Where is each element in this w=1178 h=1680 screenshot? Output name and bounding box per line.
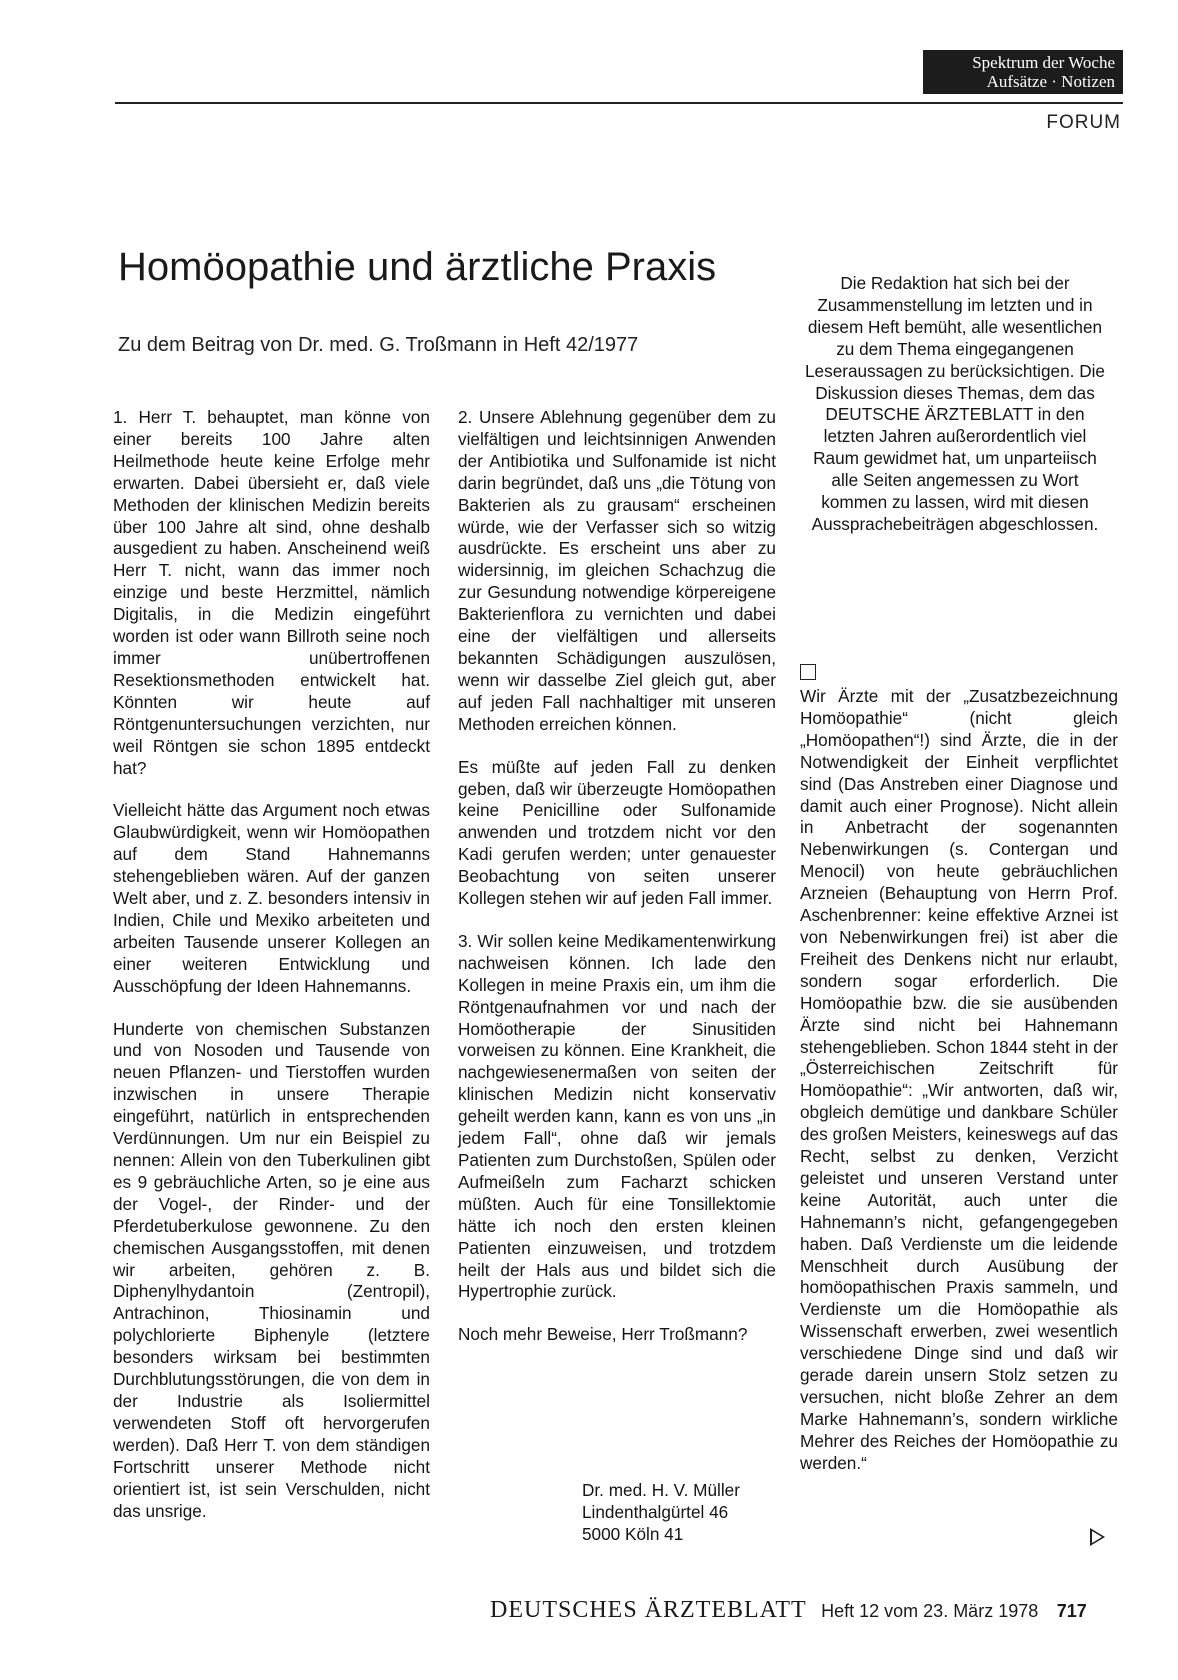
header-rule bbox=[115, 102, 1123, 104]
paragraph: 2. Unsere Ablehnung gegenüber dem zu vielfältigen und leichtsinnigen Anwenden der Antibiotika und Sulfonamide ist nicht darin begründet, daß uns „die Tötung von Bakterien als zu grausam“ erscheinen würde, wie der Verfasser sich so witzig ausdrückte. Es erscheint uns aber zu widersinnig, im gleichen Schachzug die zur Gesundung notwendige körpereigene Bakterienflora zu vernichten und dabei eine der vielfältigen und allerseits bekannten Schädigungen auszulösen, wenn wir dasselbe Ziel gleich gut, aber auf jeden Fall nachhaltiger mit unseren Methoden erreichen können. bbox=[458, 407, 776, 734]
author-city: 5000 Köln 41 bbox=[582, 1524, 684, 1544]
issue-info: Heft 12 vom 23. März 1978 bbox=[821, 1601, 1039, 1621]
journal-name: DEUTSCHES ÄRZTEBLATT bbox=[490, 1597, 807, 1623]
page-footer bbox=[490, 1597, 1087, 1624]
paragraph: Es müßte auf jeden Fall zu denken geben, daß wir überzeugte Homöopathen keine Penicilline oder Sulfonamide anwenden und trotzdem nicht vor den Kadi gerufen werden; unter genauester Beobachtung von seiten unserer Kollegen stehen wir auf jeden Fall immer. bbox=[458, 756, 776, 909]
page-number: 717 bbox=[1056, 1601, 1087, 1621]
author-street: Lindenthalgürtel 46 bbox=[582, 1502, 729, 1522]
square-icon bbox=[800, 664, 816, 680]
badge-line-1: Spektrum der Woche bbox=[972, 53, 1115, 72]
editor-note: Die Redaktion hat sich bei der Zusammenstellung im letzten und in diesem Heft bemüht, alle wesentlichen zu dem Thema eingegangenen Leseraussagen zu berücksichtigen. Die Diskussion dieses Themas, dem das DEUTSCHE ÄRZTEBLATT in den letzten Jahren außerordentlich viel Raum gewidmet hat, um unparteiisch alle Seiten angemessen zu Wort kommen zu lassen, wird mit diesen Aussprachebeiträgen abgeschlossen. bbox=[804, 273, 1105, 534]
section-badge bbox=[923, 50, 1123, 94]
paragraph: Vielleicht hätte das Argument noch etwas Glaubwürdigkeit, wenn wir Homöopathen auf dem Stand Hahnemanns stehengeblieben wären. Auf der ganzen Welt aber, und z. Z. besonders intensiv in Indien, Chile und Mexiko arbeiteten und arbeiten Tausende unserer Kollegen an einer weiteren Entwicklung und Ausschöpfung der Ideen Hahnemanns. bbox=[113, 800, 430, 996]
author-name: Dr. med. H. V. Müller bbox=[582, 1480, 740, 1500]
paragraph: Noch mehr Beweise, Herr Troßmann? bbox=[458, 1324, 748, 1345]
column-3 bbox=[800, 686, 1118, 1496]
badge-line-2: Aufsätze · Notizen bbox=[986, 72, 1115, 91]
continued-arrow-icon bbox=[1090, 1528, 1105, 1546]
paragraph: 3. Wir sollen keine Medikamentenwirkung nachweisen können. Ich lade den Kollegen in meine Praxis ein, um ihm die Röntgenaufnahmen vor und nach der Homöotherapie der Sinusitiden vorweisen zu können. Eine Krankheit, die nachgewiesenermaßen von seiten der klinischen Medizin nicht konservativ geheilt werden kann, kann es von uns „in jedem Fall“, ohne daß wir jemals Patienten zum Durchstoßen, Spülen oder Aufmeißeln zum Facharzt schicken müßten. Auch für eine Tonsillektomie hätte ich noch den ersten kleinen Patienten einzuweisen, und trotzdem heilt der Hals aus und bildet sich die Hypertrophie zurück. bbox=[458, 930, 776, 1302]
section-label: FORUM bbox=[1046, 112, 1121, 133]
column-1 bbox=[113, 407, 430, 1543]
paragraph: Hunderte von chemischen Substanzen und von Nosoden und Tausende von neuen Pflanzen- und Tierstoffen wurden inzwischen in unsere Therapie eingeführt, natürlich in entsprechenden Verdünnungen. Um nur ein Beispiel zu nennen: Allein von den Tuberkulinen gibt es 9 gebräuchliche Arten, so je eine aus der Vogel-, der Rinder- und der Pferdetuberkulose gewonnene. Zu den chemischen Ausgangsstoffen, mit denen wir arbeiten, gehören z. B. Diphenylhydantoin (Zentropil), Antrachinon, Thiosinamin und polychlorierte Biphenyle (letztere besonders wirksam bei bestimmten Durchblutungsstörungen, die von dem in der Industrie als Isoliermittel verwendeten Stoff oft hervorgerufen werden). Daß Herr T. von dem ständigen Fortschritt unserer Methode nicht orientiert ist, ist sein Verschulden, nicht das unsrige. bbox=[113, 1018, 430, 1521]
author-signature bbox=[582, 1479, 740, 1545]
article-title: Homöopathie und ärztliche Praxis bbox=[118, 245, 717, 289]
paragraph: Wir Ärzte mit der „Zusatzbezeichnung Homöopathie“ (nicht gleich „Homöopathen“!) sind Ärzte, die in der Notwendigkeit der Einheit verpflichtet sind (Das Anstreben einer Diagnose und damit auch einer Prognose). Nicht allein in Anbetracht der sogenannten Nebenwirkungen (s. Contergan und Menocil) von heute gebräuchlichen Arzneien (Behauptung von Herrn Prof. Aschenbrenner: keine effektive Arznei ist von Nebenwirkungen frei) ist aber die Freiheit des Denkens nicht nur erlaubt, sondern sogar erforderlich. Die Homöopathie bzw. die sie ausübenden Ärzte sind nicht bei Hahnemann stehengeblieben. Schon 1844 steht in der „Österreichischen Zeitschrift für Homöopathie“: „Wir antworten, daß wir, obgleich demütige und dankbare Schüler des großen Meisters, keineswegs auf das Recht, selbst zu denken, Verzicht geleistet und unseren Verstand unter keine Autorität, auch unter die Hahnemann’s nicht, gefangengegeben haben. Daß Verdienste um die leidende Menschheit durch Ausübung der homöopathischen Praxis sammeln, und Verdienste um die Homöopathie als Wissenschaft erwerben, zwei wesentlich verschiedene Dinge sind und daß wir gerade darein unsern Stolz setzen zu versuchen, nicht bloße Zehrer an dem Marke Hahnemann’s, sondern wirkliche Mehrer des Reiches der Homöopathie zu werden.“ bbox=[800, 686, 1118, 1473]
column-2 bbox=[458, 407, 776, 1367]
paragraph: 1. Herr T. behauptet, man könne von einer bereits 100 Jahre alten Heilmethode heute keine Erfolge mehr erwarten. Dabei übersieht er, daß viele Methoden der klinischen Medizin bereits über 100 Jahre alt sind, ohne deshalb ausgedient zu haben. Anscheinend weiß Herr T. nicht, wann das immer noch einzige und beste Herzmittel, nämlich Digitalis, in die Medizin eingeführt worden ist oder wann Billroth seine noch immer unübertroffenen Resektionsmethoden entwickelt hat. Könnten wir heute auf Röntgenuntersuchungen verzichten, nur weil Röntgen sie schon 1895 entdeckt hat? bbox=[113, 407, 430, 778]
article-subtitle: Zu dem Beitrag von Dr. med. G. Troßmann in Heft 42/1977 bbox=[118, 334, 639, 356]
